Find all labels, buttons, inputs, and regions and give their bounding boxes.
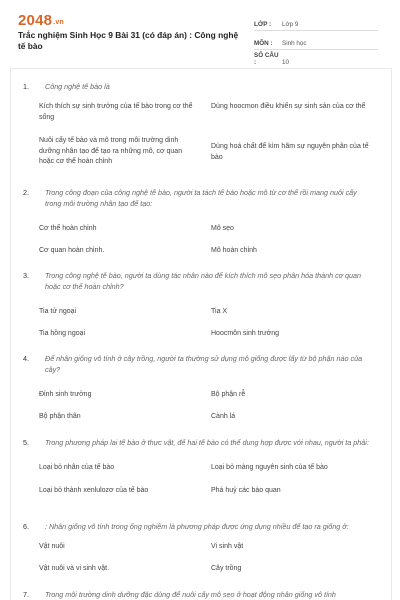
option-b[interactable]: Loại bỏ màng nguyên sinh của tế bào: [211, 464, 328, 471]
site-logo[interactable]: [18, 12, 64, 29]
option-b[interactable]: Bộ phận rễ: [211, 391, 246, 398]
meta-label: MÔN :: [254, 40, 273, 47]
question-number: 1.: [23, 82, 29, 91]
option-c[interactable]: Bộ phận thân: [39, 413, 81, 420]
option-a[interactable]: Tia tử ngoại: [39, 308, 77, 315]
option-c[interactable]: Loại bỏ thành xenlulozơ của tế bào: [39, 487, 149, 494]
question-7: [11, 589, 391, 600]
question-text: Trong phương pháp lai tế bào ở thực vật, để hai tế bào có thể dung hợp được với nhau, người ta phải:: [45, 438, 369, 447]
question-number: 6.: [23, 522, 29, 531]
option-d[interactable]: Hoocmôn sinh trưởng: [211, 330, 280, 337]
logo-main: 2048: [18, 12, 53, 29]
option-d[interactable]: Phá huỷ các bào quan: [211, 487, 281, 494]
option-b[interactable]: Dùng hoocmon điều khiển sự sinh sản của cơ thể: [211, 103, 366, 110]
question-text: Trong công đoạn của công nghệ tế bào, người ta tách tế bào hoặc mô từ cơ thể rồi mang nuôi cấy trong môi trường nhân tạo để tạo:: [45, 188, 357, 208]
question-number: 3.: [23, 271, 29, 280]
question-text: Công nghệ tế bào là: [45, 82, 110, 91]
document-title: Trắc nghiệm Sinh Học 9 Bài 31 (có đáp án) : Công nghệ tế bào: [18, 30, 239, 51]
option-d[interactable]: Mô hoàn chỉnh: [211, 247, 257, 254]
meta-value: Lớp 9: [282, 21, 299, 28]
option-a[interactable]: Cơ thể hoàn chỉnh: [39, 225, 97, 232]
question-list: [10, 68, 392, 600]
question-6: [11, 521, 391, 572]
meta-label: SỐ CÂU :: [254, 52, 279, 66]
question-4: [11, 353, 391, 420]
meta-row-class: [254, 15, 378, 31]
option-c[interactable]: Vật nuôi và vi sinh vật.: [39, 565, 110, 572]
question-number: 2.: [23, 188, 29, 197]
option-a[interactable]: Đỉnh sinh trưởng: [39, 391, 92, 398]
meta-label: LỚP :: [254, 21, 272, 28]
option-c[interactable]: Cơ quan hoàn chỉnh.: [39, 247, 105, 254]
option-b[interactable]: Vi sinh vật: [211, 543, 244, 550]
meta-row-count: [254, 53, 378, 69]
meta-value: Sinh học: [282, 40, 307, 47]
question-number: 7.: [23, 590, 29, 599]
question-text: Trong môi trường dinh dưỡng đặc dùng để nuôi cấy mô sẹo ở hoạt động nhân giống vô tính: [45, 590, 336, 599]
option-b[interactable]: Mô sẹo: [211, 225, 234, 232]
option-d[interactable]: Cành lá: [211, 413, 236, 420]
question-number: 4.: [23, 354, 29, 363]
option-d[interactable]: Cây trồng: [211, 565, 242, 572]
option-a[interactable]: Loại bỏ nhân của tế bào: [39, 464, 115, 471]
question-text: : Nhân giống vô tính trong ống nghiệm là phương pháp được ứng dụng nhiều để tạo ra giống ở:: [45, 522, 349, 531]
meta-row-subject: [254, 34, 378, 50]
question-number: 5.: [23, 438, 29, 447]
option-a[interactable]: Vật nuôi: [39, 543, 65, 550]
question-5: [11, 437, 391, 494]
option-c[interactable]: Nuôi cấy tế bào và mô trong môi trường dinh dưỡng nhân tạo để tạo ra những mô, cơ quan hoặc cơ thể hoàn chỉnh: [39, 137, 183, 165]
question-text: Để nhân giống vô tính ở cây trồng, người ta thường sử dụng mô giống được lấy từ bộ phận nào của cây?: [45, 354, 363, 374]
meta-value: 10: [282, 59, 290, 66]
document-meta: [254, 15, 378, 72]
option-a[interactable]: Kích thích sự sinh trưởng của tế bào trong cơ thể sống: [39, 103, 193, 121]
question-3: [11, 270, 391, 337]
question-text: Trong công nghệ tế bào, người ta dùng tác nhân nào để kích thích mô sẹo phân hóa thành cơ quan hoặc cơ thể hoàn chỉnh?: [45, 271, 362, 291]
option-b[interactable]: Tia X: [211, 308, 228, 315]
header: [0, 0, 400, 66]
question-2: [11, 187, 391, 254]
question-1: [11, 81, 391, 165]
logo-suffix: .vn: [53, 19, 64, 26]
option-c[interactable]: Tia hồng ngoại: [39, 330, 86, 337]
option-d[interactable]: Dùng hoá chất để kìm hãm sự nguyên phân của tế bào: [211, 143, 369, 161]
